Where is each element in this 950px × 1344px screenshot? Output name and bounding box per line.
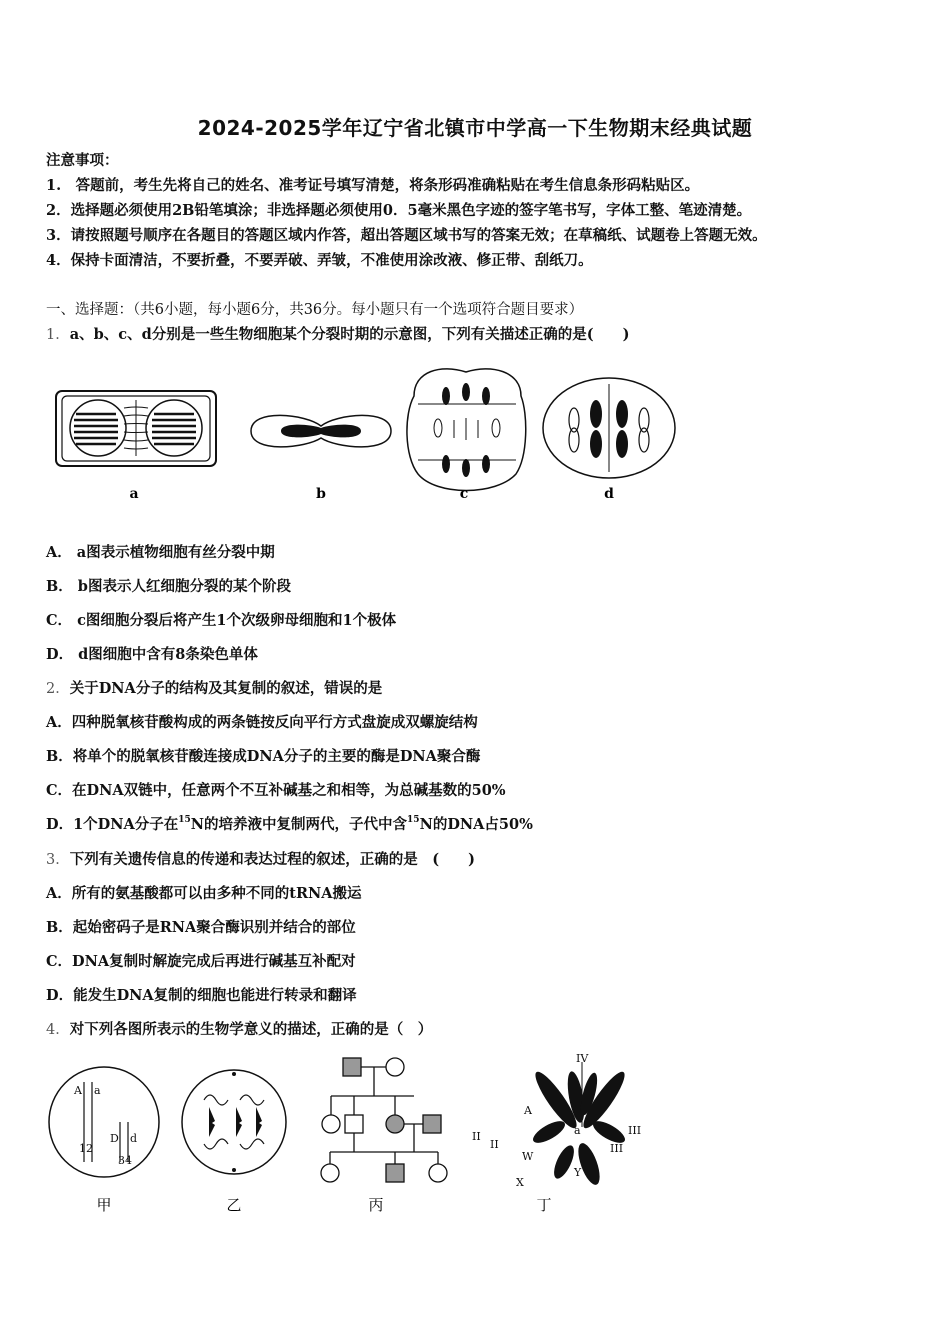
figure-yi-cell bbox=[182, 1070, 286, 1174]
jia-a: a bbox=[94, 1084, 101, 1097]
ding-III-right: III bbox=[628, 1124, 642, 1137]
q2-option-d-sup2: 15 bbox=[407, 815, 420, 825]
figure-jia-label: 甲 bbox=[96, 1196, 112, 1214]
jia-A: A bbox=[74, 1084, 82, 1097]
notice-heading: 注意事项： bbox=[46, 152, 119, 169]
notice-item-3: 3．请按照题号顺序在各题目的答题区域内作答，超出答题区域书写的答案无效；在草稿纸、试题卷上答题无效。 bbox=[46, 227, 767, 244]
q1-figure bbox=[46, 356, 686, 516]
notice-item-1: 1. 答题前，考生先将自己的姓名、准考证号填写清楚，将条形码准确粘贴在考生信息条形码粘贴区。 bbox=[46, 177, 700, 194]
ding-Y: Y bbox=[574, 1166, 582, 1179]
figure-ding-karyotype bbox=[472, 1052, 641, 1189]
q3-option-b[interactable]: B．起始密码子是RNA聚合酶识别并结合的部位 bbox=[46, 919, 356, 936]
q1-option-b[interactable]: B． b图表示人红细胞分裂的某个阶段 bbox=[46, 578, 291, 595]
ding-IV: IV bbox=[576, 1052, 589, 1065]
figure-d-label: d bbox=[604, 486, 614, 502]
ding-A: A bbox=[524, 1104, 532, 1117]
figure-b-dividing-cell bbox=[251, 415, 391, 447]
jia-d: d bbox=[130, 1132, 138, 1145]
q3-option-d[interactable]: D．能发生DNA复制的细胞也能进行转录和翻译 bbox=[46, 987, 357, 1004]
q4-figure bbox=[44, 1052, 664, 1222]
figure-yi-label: 乙 bbox=[226, 1196, 242, 1214]
figure-ding-label: 丁 bbox=[536, 1196, 552, 1214]
q2-option-d[interactable] bbox=[46, 815, 533, 835]
q2-option-d-sup1: 15 bbox=[178, 815, 191, 825]
q2-option-d-part2: N的培养液中复制两代，子代中含 bbox=[190, 816, 408, 833]
q1-option-d[interactable]: D． d图细胞中含有8条染色单体 bbox=[46, 646, 258, 663]
q1-number: 1． bbox=[46, 327, 70, 343]
ding-a: a bbox=[574, 1124, 581, 1137]
q3-option-a[interactable]: A．所有的氨基酸都可以由多种不同的tRNA搬运 bbox=[46, 885, 362, 902]
q4-stem bbox=[46, 1020, 432, 1040]
q2-option-c[interactable]: C．在DNA双链中，任意两个不互补碱基之和相等，为总碱基数的50% bbox=[46, 782, 506, 799]
q2-number: 2． bbox=[46, 681, 70, 697]
ding-W: W bbox=[522, 1150, 534, 1163]
notice-item-2: 2．选择题必须使用2B铅笔填涂；非选择题必须使用0．5毫米黑色字迹的签字笔书写，字体工整、笔迹清楚。 bbox=[46, 202, 752, 219]
q2-option-d-part3: N的DNA占50% bbox=[419, 816, 533, 833]
notice-item-4: 4．保持卡面清洁，不要折叠，不要弄破、弄皱，不准使用涂改液、修正带、刮纸刀。 bbox=[46, 252, 593, 269]
ding-II-inner: II bbox=[490, 1138, 499, 1151]
jia-D: D bbox=[110, 1132, 119, 1145]
figure-d-dividing-cell bbox=[543, 378, 675, 478]
figure-bing-label: 丙 bbox=[368, 1196, 384, 1214]
ding-III-inner: III bbox=[610, 1142, 624, 1155]
jia-34: 34 bbox=[118, 1154, 132, 1167]
figure-b-label: b bbox=[316, 486, 326, 502]
figure-bing-pedigree bbox=[321, 1058, 447, 1182]
q1-text: a、b、c、d分别是一些生物细胞某个分裂时期的示意图，下列有关描述正确的是( ) bbox=[69, 326, 630, 343]
q2-option-b[interactable]: B．将单个的脱氧核苷酸连接成DNA分子的主要的酶是DNA聚合酶 bbox=[46, 748, 481, 765]
figure-jia-cell bbox=[49, 1067, 159, 1177]
ding-II-left: II bbox=[472, 1130, 481, 1143]
q4-text: 对下列各图所表示的生物学意义的描述，正确的是（ ） bbox=[69, 1021, 433, 1038]
q2-text: 关于DNA分子的结构及其复制的叙述，错误的是 bbox=[69, 680, 383, 697]
q3-stem bbox=[46, 850, 475, 870]
q2-option-d-part1: D．1个DNA分子在 bbox=[46, 816, 179, 833]
q3-option-c[interactable]: C．DNA复制时解旋完成后再进行碱基互补配对 bbox=[46, 953, 356, 970]
q3-text: 下列有关遗传信息的传递和表达过程的叙述，正确的是 ( ) bbox=[69, 851, 475, 868]
q1-stem bbox=[46, 325, 629, 345]
figure-c-dividing-cell bbox=[407, 369, 526, 491]
q4-number: 4． bbox=[46, 1022, 70, 1038]
q1-option-a[interactable]: A． a图表示植物细胞有丝分裂中期 bbox=[46, 544, 275, 561]
q2-option-a[interactable]: A．四种脱氧核苷酸构成的两条链按反向平行方式盘旋成双螺旋结构 bbox=[46, 714, 478, 731]
page-title: 2024-2025学年辽宁省北镇市中学高一下生物期末经典试题 bbox=[197, 116, 753, 140]
q1-option-c[interactable]: C． c图细胞分裂后将产生1个次级卵母细胞和1个极体 bbox=[46, 612, 397, 629]
q3-number: 3． bbox=[46, 852, 70, 868]
figure-a-plant-cell bbox=[56, 391, 216, 466]
q2-stem bbox=[46, 679, 382, 699]
figure-c-label: c bbox=[459, 486, 469, 502]
ding-X: X bbox=[516, 1176, 524, 1189]
jia-12: 12 bbox=[79, 1142, 93, 1155]
figure-a-label: a bbox=[129, 486, 139, 502]
section-heading: 一、选择题：（共6小题，每小题6分，共36分。每小题只有一个选项符合题目要求） bbox=[46, 302, 584, 318]
